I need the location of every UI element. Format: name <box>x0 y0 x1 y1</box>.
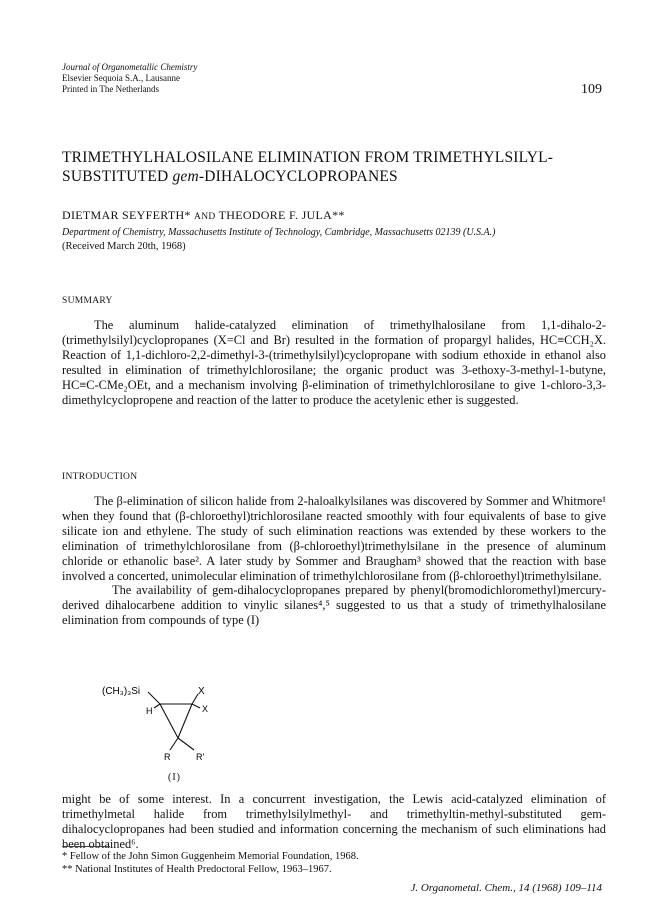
journal-citation: J. Organometal. Chem., 14 (1968) 109–114 <box>410 882 602 894</box>
author-2: THEODORE F. JULA** <box>218 208 345 222</box>
summary-section <box>62 318 606 407</box>
publisher: Elsevier Sequoia S.A., Lausanne <box>62 73 180 83</box>
author-and: AND <box>194 212 216 222</box>
footnote-1: * Fellow of the John Simon Guggenheim Memorial Foundation, 1968. <box>62 851 359 862</box>
article-title <box>62 148 622 186</box>
structure-I <box>100 680 280 780</box>
structure-label: (I) <box>168 772 181 783</box>
authors <box>62 208 345 223</box>
footnotes <box>62 850 359 876</box>
struct-si-label: (CH₃)₃Si <box>102 686 141 697</box>
page-number: 109 <box>581 82 602 97</box>
title-line-2 <box>62 167 622 186</box>
footnote-rule <box>62 846 110 847</box>
journal-header <box>62 62 197 95</box>
summary-heading: SUMMARY <box>62 296 113 306</box>
affiliation: Department of Chemistry, Massachusetts Institute of Technology, Cambridge, Massachusetts 02139 (U.S.A.) <box>62 227 496 238</box>
introduction-heading: INTRODUCTION <box>62 472 138 482</box>
footnote-2: ** National Institutes of Health Predoctoral Fellow, 1963–1967. <box>62 864 332 875</box>
struct-r1-label: R <box>164 752 171 762</box>
struct-x2-label: X <box>202 704 209 714</box>
journal-name: Journal of Organometallic Chemistry <box>62 62 198 72</box>
struct-x1-label: X <box>198 686 205 697</box>
intro-paragraph-3: might be of some interest. In a concurrent investigation, the Lewis acid-catalyzed elimination of trimethylmetal halide from trimethylsilylmethyl- and trimethyltin-methyl-substituted gem-dihalocyclopropanes had been studied and information concerning the mechanism of such eliminations had been obtained⁶. <box>62 792 606 851</box>
struct-h-label: H <box>146 706 153 716</box>
intro-paragraph-1: The β-elimination of silicon halide from 2-haloalkylsilanes was discovered by Sommer and Whitmore¹ when they found that (β-chloroethyl)trichlorosilane reacted smoothly with four equivalents of base to give silicate ion and ethylene. The study of such elimination reactions was extended by these workers to the elimination of trimethylchlorosilane from (β-chloroethyl)trimethylsilane in the presence of aluminum chloride or ethanolic base². A later study by Sommer and Braugham³ showed that the reaction with base involved a concerted, unimolecular elimination of trimethylchlorosilane from (β-chloroethyl)trimethylsilane. <box>62 494 606 583</box>
title-line-2-pre: SUBSTITUTED <box>62 168 173 185</box>
struct-bonds <box>148 692 200 750</box>
received-date: (Received March 20th, 1968) <box>62 241 186 252</box>
title-line-1: TRIMETHYLHALOSILANE ELIMINATION FROM TRIMETHYLSILYL- <box>62 149 554 166</box>
introduction-section <box>62 494 606 628</box>
printed-in: Printed in The Netherlands <box>62 84 160 94</box>
title-gem: gem <box>172 168 199 185</box>
intro-paragraph-2: The availability of gem-dihalocyclopropanes prepared by phenyl(bromodichloromethyl)mercury-derived dihalocarbene addition to vinylic silanes⁴,⁵ suggested to us that a study of trimethylhalosilane elimination from compounds of type (I) <box>62 583 606 628</box>
introduction-continued <box>62 792 606 852</box>
author-1: DIETMAR SEYFERTH* <box>62 208 191 222</box>
struct-r2-label: R' <box>196 752 205 762</box>
title-line-2-post: -DIHALOCYCLOPROPANES <box>198 168 398 185</box>
summary-text: The aluminum halide-catalyzed elimination of trimethylhalosilane from 1,1-dihalo-2-(trimethylsilyl)cyclopropanes (X=Cl and Br) resulted in the formation of propargyl halides, HC≡CCH₂X. Reaction of 1,1-dichloro-2,2-dimethyl-3-(trimethylsilyl)cyclopropane with sodium ethoxide in ethanol also resulted in elimination of trimethylchlorosilane; the organic product was 3-ethoxy-3-methyl-1-butyne, HC≡C-CMe₂OEt, and a mechanism involving β-elimination of trimethylchlorosilane to give 1-chloro-3,3-dimethylcyclopropene and reaction of the latter to produce the acetylenic ether is suggested. <box>62 318 606 407</box>
